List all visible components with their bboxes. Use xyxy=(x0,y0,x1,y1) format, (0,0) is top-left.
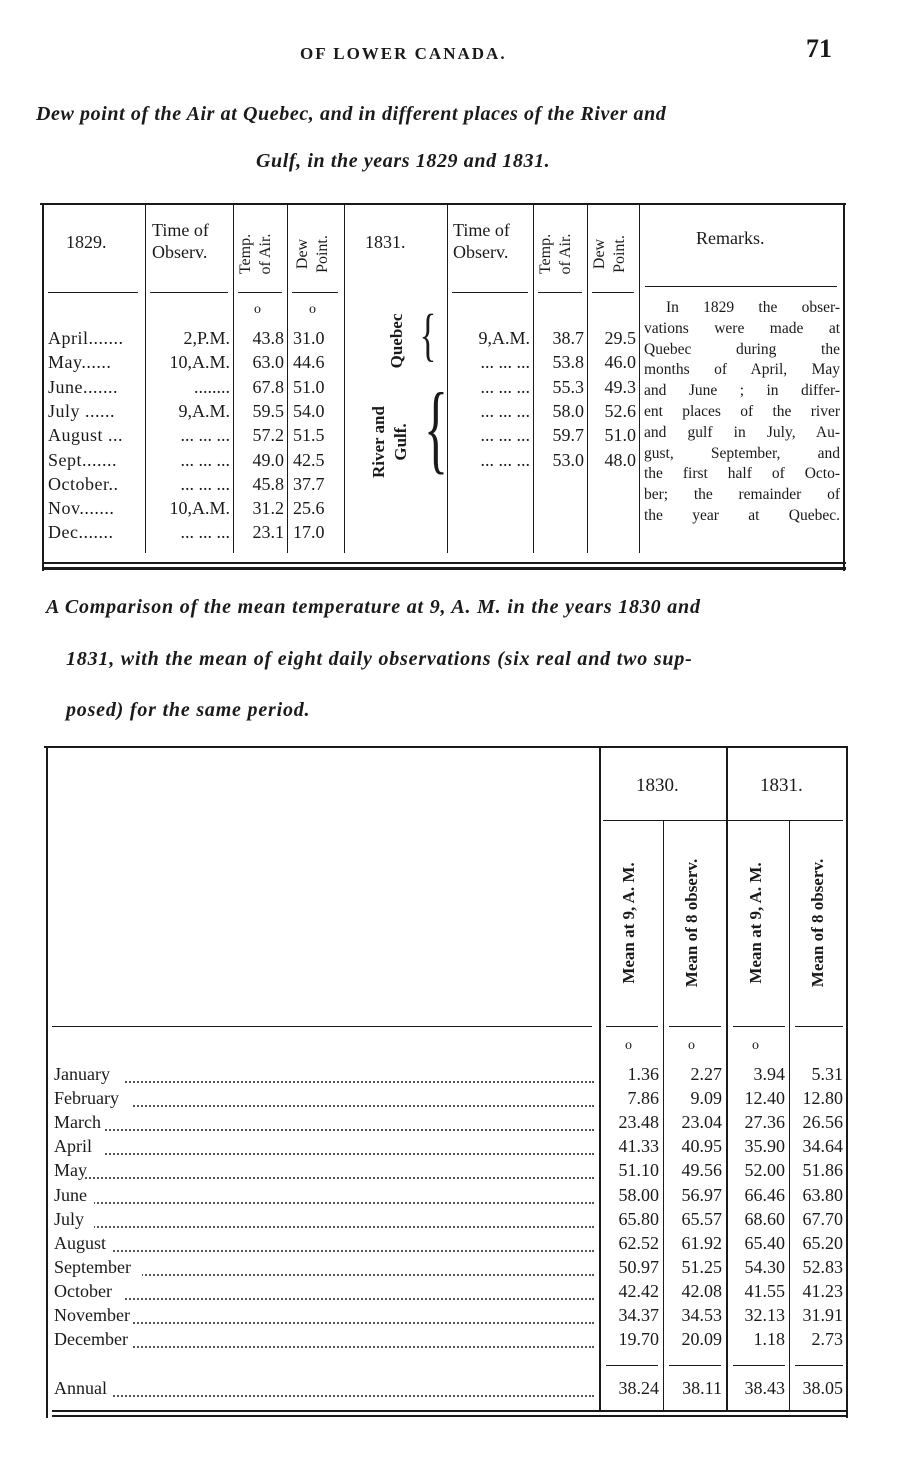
running-title: OF LOWER CANADA. xyxy=(300,44,507,63)
row-1831-temp: 59.7 xyxy=(552,425,584,445)
row-1831-dew: 46.0 xyxy=(604,352,636,372)
remarks-line: gust, September, and xyxy=(644,445,840,462)
place-river-gulf-line2: Gulf. xyxy=(391,423,410,461)
row-1831-time: ... ... ... xyxy=(480,401,530,421)
table2-year-underline xyxy=(603,820,843,821)
header-time-observ-1831: Observ. xyxy=(453,242,509,262)
annual-row-value: 38.24 xyxy=(618,1378,659,1398)
table2-month: July xyxy=(54,1209,85,1229)
table2-month: January xyxy=(54,1064,110,1084)
month-row-value: 12.40 xyxy=(744,1088,785,1108)
row-1829-time: ... ... ... xyxy=(180,450,230,470)
row-1829-temp: 63.0 xyxy=(252,352,284,372)
row-1829-month: October.. xyxy=(48,474,119,494)
table2-left-rule xyxy=(46,746,48,1418)
month-row-value: 65.40 xyxy=(744,1233,785,1253)
header-dew-point-1831-line1: Dew xyxy=(591,238,608,270)
row-1829-dew: 37.7 xyxy=(293,474,325,494)
remarks-line: In 1829 the obser- xyxy=(666,299,840,316)
month-row-value: 34.37 xyxy=(618,1305,659,1325)
row-1831-time: ... ... ... xyxy=(480,352,530,372)
month-row-value: 63.80 xyxy=(802,1185,843,1205)
table2-col-sep xyxy=(599,746,601,1410)
table2-month: Annual xyxy=(54,1378,107,1398)
month-row-value: 7.86 xyxy=(627,1088,659,1108)
row-1831-temp: 58.0 xyxy=(552,401,584,421)
month-row-value: 1.18 xyxy=(753,1329,785,1349)
row-1829-month: June....... xyxy=(48,377,118,397)
month-row-value: 51.86 xyxy=(802,1160,843,1180)
header-temp-air xyxy=(236,214,280,294)
row-1829-temp: 67.8 xyxy=(252,377,284,397)
table1-col-sep xyxy=(587,203,588,553)
table2-month: December xyxy=(54,1329,128,1349)
month-row-value: 42.08 xyxy=(681,1281,722,1301)
remarks-line: Quebec during the xyxy=(644,341,840,358)
month-row-value: 68.60 xyxy=(744,1209,785,1229)
table2-title-line1: A Comparison of the mean temperature at 9, A. M. in the years 1830 and xyxy=(46,596,701,618)
header-time-observ: Observ. xyxy=(152,242,208,262)
row-1829-month: July ...... xyxy=(48,401,116,421)
header-dew-point-line2: Point. xyxy=(314,235,331,273)
month-row-value: 31.91 xyxy=(802,1305,843,1325)
table2-header-underline xyxy=(606,1026,658,1027)
row-1829-temp: 23.1 xyxy=(252,522,284,542)
degree-symbol: o xyxy=(309,302,316,317)
header-dew-point-line1: Dew xyxy=(294,238,311,270)
month-row-value: 54.30 xyxy=(744,1257,785,1277)
month-row-value: 65.80 xyxy=(618,1209,659,1229)
month-row-value: 49.56 xyxy=(681,1160,722,1180)
row-1829-dew: 17.0 xyxy=(293,522,325,542)
col-mean-8obs-1831: Mean of 8 observ. xyxy=(808,858,827,988)
month-row-value: 62.52 xyxy=(618,1233,659,1253)
table1-col-sep xyxy=(533,203,534,553)
row-1831-time: ... ... ... xyxy=(480,377,530,397)
row-1829-temp: 57.2 xyxy=(252,425,284,445)
month-row-value: 58.00 xyxy=(618,1185,659,1205)
table2-header-underline xyxy=(669,1026,721,1027)
table2-month: May xyxy=(54,1160,87,1180)
table2-title-line2: 1831, with the mean of eight daily observations (six real and two sup- xyxy=(66,648,693,670)
table2-month: October xyxy=(54,1281,112,1301)
dot-leader xyxy=(54,1200,594,1204)
table1-col-sep xyxy=(639,203,640,553)
month-row-value: 56.97 xyxy=(681,1185,722,1205)
row-1829-time: ... ... ... xyxy=(180,425,230,445)
remarks-line: and June ; in differ- xyxy=(644,382,840,399)
table1-right-rule xyxy=(843,203,845,571)
row-1829-time: 10,A.M. xyxy=(169,352,230,372)
row-1829-temp: 59.5 xyxy=(252,401,284,421)
month-row-value: 3.94 xyxy=(753,1064,785,1084)
row-1831-temp: 55.3 xyxy=(552,377,584,397)
row-1829-dew: 44.6 xyxy=(293,352,325,372)
degree-symbol: o xyxy=(625,1038,632,1053)
degree-symbol: o xyxy=(254,302,261,317)
row-1829-dew: 25.6 xyxy=(293,498,325,518)
row-1829-dew: 31.0 xyxy=(293,328,325,348)
table2-right-rule xyxy=(846,746,848,1418)
annual-row-value: 38.11 xyxy=(682,1378,722,1398)
row-1831-temp: 53.0 xyxy=(552,450,584,470)
place-river-gulf xyxy=(368,392,412,492)
col-mean-8obs-1830: Mean of 8 observ. xyxy=(682,858,701,988)
month-row-value: 52.00 xyxy=(744,1160,785,1180)
table2-annual-separator xyxy=(795,1365,843,1366)
table2-header-underline xyxy=(52,1026,592,1027)
table2-month: November xyxy=(54,1305,130,1325)
header-1830: 1830. xyxy=(636,775,679,796)
table2-month: February xyxy=(54,1088,119,1108)
month-row-value: 41.33 xyxy=(618,1136,659,1156)
table2-month: August xyxy=(54,1233,107,1253)
row-1831-time: 9,A.M. xyxy=(478,328,530,348)
remarks-line: the year at Quebec. xyxy=(644,507,840,524)
row-1829-time: ... ... ... xyxy=(180,474,230,494)
row-1829-temp: 49.0 xyxy=(252,450,284,470)
month-row-value: 35.90 xyxy=(744,1136,785,1156)
table1-left-rule xyxy=(42,203,44,571)
row-1831-temp: 53.8 xyxy=(552,352,584,372)
header-time-observ: Time of xyxy=(152,220,209,240)
table1-top-rule xyxy=(40,203,846,205)
dot-leader xyxy=(54,1393,594,1397)
header-1831: 1831. xyxy=(365,232,406,252)
header-remarks: Remarks. xyxy=(696,228,765,248)
row-1831-dew: 51.0 xyxy=(604,425,636,445)
month-row-value: 52.83 xyxy=(802,1257,843,1277)
row-1829-month: August ... xyxy=(48,425,124,445)
row-1829-dew: 54.0 xyxy=(293,401,325,421)
header-dew-point-1831-line2: Point. xyxy=(611,235,628,273)
month-row-value: 50.97 xyxy=(618,1257,659,1277)
row-1831-time: ... ... ... xyxy=(480,425,530,445)
annual-row-value: 38.05 xyxy=(802,1378,843,1398)
month-row-value: 65.20 xyxy=(802,1233,843,1253)
dot-leader xyxy=(54,1127,594,1131)
month-row-value: 20.09 xyxy=(681,1329,722,1349)
month-row-value: 2.73 xyxy=(811,1329,843,1349)
header-time-observ-1831: Time of xyxy=(453,220,510,240)
dot-leader xyxy=(54,1344,594,1348)
annual-row-value: 38.43 xyxy=(744,1378,785,1398)
dot-leader xyxy=(54,1224,594,1228)
month-row-value: 19.70 xyxy=(618,1329,659,1349)
place-quebec: Quebec xyxy=(387,313,406,369)
month-row-value: 51.25 xyxy=(681,1257,722,1277)
table2-annual-separator xyxy=(733,1365,785,1366)
row-1829-month: April....... xyxy=(48,328,124,348)
month-row-value: 12.80 xyxy=(802,1088,843,1108)
month-row-value: 61.92 xyxy=(681,1233,722,1253)
month-row-value: 32.13 xyxy=(744,1305,785,1325)
row-1829-month: Dec....... xyxy=(48,522,114,542)
dot-leader xyxy=(54,1103,594,1107)
month-row-value: 23.48 xyxy=(618,1112,659,1132)
remarks-line: ber; the remainder of xyxy=(644,486,840,503)
dot-leader xyxy=(54,1320,594,1324)
table1-header-underline xyxy=(645,286,837,287)
month-row-value: 5.31 xyxy=(811,1064,843,1084)
month-row-value: 66.46 xyxy=(744,1185,785,1205)
month-row-value: 23.04 xyxy=(681,1112,722,1132)
table1-bottom-rule-2 xyxy=(42,567,846,570)
row-1831-temp: 38.7 xyxy=(552,328,584,348)
table2-bottom-rule xyxy=(52,1410,848,1412)
month-row-value: 41.23 xyxy=(802,1281,843,1301)
header-temp-air-1831-line1: Temp. xyxy=(537,233,554,275)
row-1829-time: ........ xyxy=(194,377,230,397)
header-1831-t2: 1831. xyxy=(760,775,803,796)
remarks-line: months of April, May xyxy=(644,361,840,378)
dot-leader xyxy=(54,1151,594,1155)
table1-col-sep xyxy=(233,203,234,553)
degree-symbol: o xyxy=(688,1038,695,1053)
col-mean-9am-1830: Mean at 9, A. M. xyxy=(619,862,638,984)
place-river-gulf-line1: River and xyxy=(369,406,388,478)
remarks-line: and gulf in July, Au- xyxy=(644,424,840,441)
month-row-value: 42.42 xyxy=(618,1281,659,1301)
month-row-value: 9.09 xyxy=(690,1088,722,1108)
row-1829-time: 10,A.M. xyxy=(169,498,230,518)
table2-month: September xyxy=(54,1257,131,1277)
row-1829-dew: 51.5 xyxy=(293,425,325,445)
header-1829: 1829. xyxy=(66,232,107,252)
remarks-line: the first half of Octo- xyxy=(644,465,840,482)
row-1829-month: Sept....... xyxy=(48,450,118,470)
brace-river-gulf: { xyxy=(424,372,448,483)
row-1831-dew: 49.3 xyxy=(604,377,636,397)
table1-header-underline xyxy=(452,292,528,293)
month-row-value: 41.55 xyxy=(744,1281,785,1301)
row-1831-dew: 48.0 xyxy=(604,450,636,470)
header-temp-air-1831 xyxy=(536,214,580,294)
month-row-value: 34.64 xyxy=(802,1136,843,1156)
row-1829-time: 9,A.M. xyxy=(178,401,230,421)
month-row-value: 34.53 xyxy=(681,1305,722,1325)
month-row-value: 51.10 xyxy=(618,1160,659,1180)
col-mean-9am-1831: Mean at 9, A. M. xyxy=(746,862,765,984)
row-1831-dew: 52.6 xyxy=(604,401,636,421)
table1-col-sep xyxy=(287,203,288,553)
month-row-value: 65.57 xyxy=(681,1209,722,1229)
remarks-line: ent places of the river xyxy=(644,403,840,420)
dot-leader xyxy=(54,1296,594,1300)
table2-title-line3: posed) for the same period. xyxy=(66,699,311,721)
header-dew-point-1831 xyxy=(590,214,634,294)
month-row-value: 67.70 xyxy=(802,1209,843,1229)
table2-month: March xyxy=(54,1112,101,1132)
row-1829-dew: 51.0 xyxy=(293,377,325,397)
month-row-value: 27.36 xyxy=(744,1112,785,1132)
table1-header-underline xyxy=(150,292,228,293)
degree-symbol: o xyxy=(752,1038,759,1053)
row-1831-dew: 29.5 xyxy=(604,328,636,348)
table2-col-sep xyxy=(789,820,790,1410)
dot-leader xyxy=(54,1175,594,1179)
dot-leader xyxy=(54,1079,594,1083)
header-temp-air-line1: Temp. xyxy=(237,233,254,275)
month-row-value: 2.27 xyxy=(690,1064,722,1084)
month-row-value: 40.95 xyxy=(681,1136,722,1156)
header-temp-air-1831-line2: of Air. xyxy=(557,233,574,275)
table2-annual-separator xyxy=(606,1365,658,1366)
header-dew-point xyxy=(293,214,337,294)
table1-bottom-rule xyxy=(42,562,846,564)
row-1829-time: ... ... ... xyxy=(180,522,230,542)
row-1829-temp: 31.2 xyxy=(252,498,284,518)
page-number: 71 xyxy=(806,34,832,63)
row-1829-temp: 43.8 xyxy=(252,328,284,348)
row-1829-time: 2,P.M. xyxy=(183,328,230,348)
table1-header-underline xyxy=(48,292,138,293)
row-1829-month: May...... xyxy=(48,352,112,372)
month-row-value: 26.56 xyxy=(802,1112,843,1132)
table1-title-line2: Gulf, in the years 1829 and 1831. xyxy=(256,150,551,172)
table1-title-line1: Dew point of the Air at Quebec, and in different places of the River and xyxy=(36,103,667,125)
table2-header-underline xyxy=(733,1026,785,1027)
dot-leader xyxy=(54,1248,594,1252)
table2-col-sep xyxy=(663,820,664,1410)
row-1831-time: ... ... ... xyxy=(480,450,530,470)
table1-col-sep xyxy=(344,203,345,553)
table2-month: April xyxy=(54,1136,92,1156)
table2-col-sep xyxy=(726,746,728,1410)
table2-bottom-rule-2 xyxy=(52,1415,848,1417)
header-temp-air-line2: of Air. xyxy=(257,233,274,275)
table2-header-underline xyxy=(795,1026,843,1027)
month-row-value: 1.36 xyxy=(627,1064,659,1084)
brace-quebec: { xyxy=(419,302,437,367)
table2-month: June xyxy=(54,1185,87,1205)
remarks-line: vations were made at xyxy=(644,320,840,337)
row-1829-temp: 45.8 xyxy=(252,474,284,494)
table2-annual-separator xyxy=(669,1365,721,1366)
row-1829-dew: 42.5 xyxy=(293,450,325,470)
row-1829-month: Nov....... xyxy=(48,498,115,518)
